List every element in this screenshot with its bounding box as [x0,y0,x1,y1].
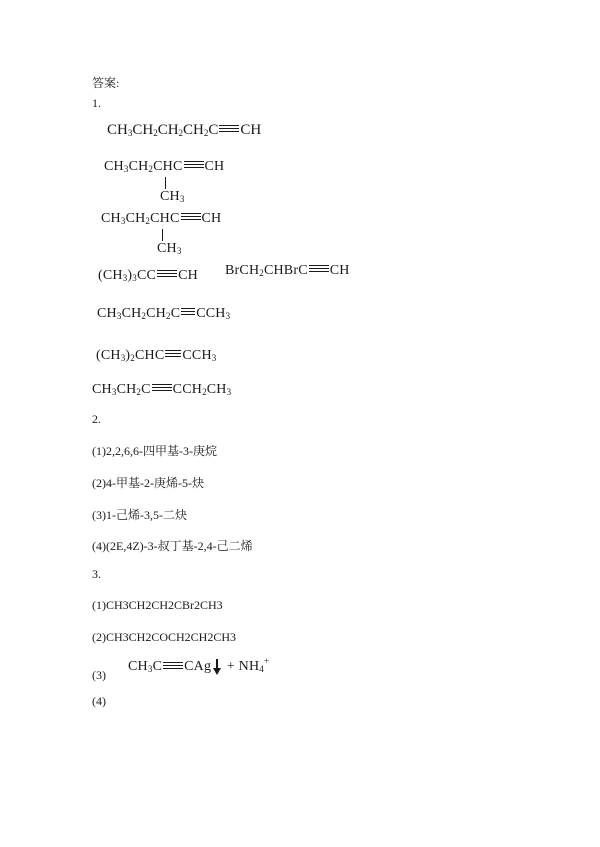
section-2-number: 2. [92,412,101,426]
f8-sub: 2 [136,387,142,397]
formula-5 [225,263,350,279]
triple-bond-icon [163,662,183,671]
f8-sub: 2 [202,387,207,397]
f8-part: CH [206,382,227,397]
f1-part: CH [240,122,262,138]
f3-part: CHC [150,211,180,226]
section-3-item-label: (3) [92,668,106,682]
f1-part: CH [183,122,204,138]
f7-sub: 2 [130,353,135,363]
formula-2 [104,159,224,175]
f1-part: CH [132,122,154,138]
f2-part: CH [104,159,124,174]
f4-part: CH [178,268,198,283]
f1-sub: 2 [203,128,209,138]
f6-part: C [170,306,181,321]
triple-bond-icon [152,384,172,393]
f8-part: CCH [172,382,203,397]
f2-part: CHC [153,159,183,174]
section-3-item-label: (4) [92,694,106,708]
triple-bond-icon [219,125,239,134]
section-2-item: (1)2,2,6,6-四甲基-3-庚烷 [92,444,217,458]
section-2-item: (2)4-甲基-2-庚烯-5-炔 [92,476,204,490]
f2-sub: 3 [123,164,129,174]
f3-branch: CH [157,241,177,256]
f5-part: BrCH [225,263,260,278]
f1-part: CH [107,122,128,138]
formula-4 [98,268,198,284]
branch-bond [165,177,166,189]
f7-part: CHC [135,348,165,363]
f5-part: CH [329,263,350,278]
section-2-item: (3)1-己烯-3,5-二炔 [92,508,187,522]
triple-bond-icon [165,350,181,359]
f7-part: ) [125,348,131,363]
eq-sub-4: 4 [259,664,264,675]
section-3-item3-equation [128,656,270,675]
f6-sub: 3 [116,311,122,321]
eq-part: C [152,659,163,675]
eq-sup: + [264,656,270,667]
f6-part: CCH [196,306,226,321]
f1-sub: 2 [178,128,184,138]
f4-part: ) [127,268,133,283]
section-3-item: (2)CH3CH2COCH2CH2CH3 [92,630,237,644]
answer-heading: 答案: [92,76,120,90]
eq-sub: 3 [147,664,153,675]
formula-6 [97,306,230,322]
triple-bond-icon [157,270,177,279]
eq-part: CAg [184,659,212,675]
f5-part: CHBrC [263,263,308,278]
triple-bond-icon [181,213,201,222]
f5-sub: 2 [259,268,264,278]
f7-part: (CH [96,348,121,363]
formula-1 [107,122,261,139]
triple-bond-icon [181,308,195,317]
f1-sub: 3 [127,128,133,138]
f2-sub: 2 [148,164,154,174]
eq-part: CH [128,659,148,675]
f3-sub: 2 [145,216,151,226]
f8-part: CH [116,382,137,397]
f3-branch-sub: 3 [176,246,182,256]
section-1-number: 1. [92,96,101,110]
f7-sub: 3 [120,353,126,363]
formula-8 [92,382,231,398]
f8-part: C [141,382,151,397]
section-3-number: 3. [92,567,101,581]
f1-part: C [208,122,219,138]
f4-sub: 3 [132,273,137,283]
formula-7 [96,348,216,364]
f2-branch-sub: 3 [179,194,185,204]
formula-2-branch [160,189,185,205]
f4-part: (CH [98,268,123,283]
f1-part: CH [157,122,179,138]
f7-part: CCH [182,348,212,363]
f2-branch: CH [160,189,180,204]
section-2-item: (4)(2E,4Z)-3-叔丁基-2,4-己二烯 [92,539,253,553]
f7-sub: 3 [211,353,217,363]
section-3-item: (1)CH3CH2CH2CBr2CH3 [92,598,223,612]
f6-part: CH [146,306,166,321]
formula-3 [101,211,221,227]
f4-part: CC [137,268,157,283]
f3-sub: 3 [120,216,126,226]
precipitate-arrow-icon [213,659,221,675]
formula-3-branch [157,241,182,257]
f3-part: CH [201,211,222,226]
triple-bond-icon [309,265,329,274]
f3-part: CH [125,211,146,226]
f3-part: CH [101,211,121,226]
f6-part: CH [121,306,142,321]
f2-part: CH [128,159,149,174]
f6-sub: 2 [165,311,171,321]
eq-part: + NH [226,659,260,675]
f6-part: CH [97,306,117,321]
triple-bond-icon [184,161,204,170]
f6-sub: 3 [225,311,231,321]
f6-sub: 2 [141,311,147,321]
f2-part: CH [204,159,225,174]
f8-sub: 3 [226,387,232,397]
f1-sub: 2 [153,128,158,138]
f8-sub: 3 [111,387,117,397]
branch-bond [162,229,163,241]
f4-sub: 3 [122,273,128,283]
f8-part: CH [92,382,112,397]
